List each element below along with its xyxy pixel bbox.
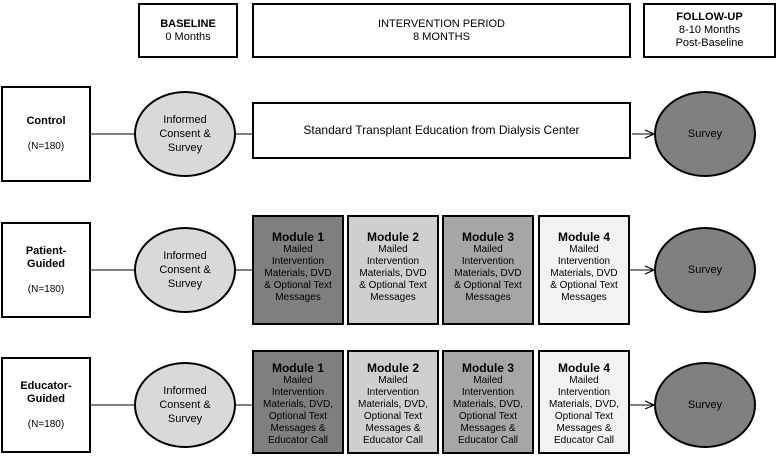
patient-survey-circle bbox=[654, 227, 756, 313]
module-line: Mailed bbox=[569, 244, 599, 255]
module-line: Materials, DVD bbox=[264, 268, 332, 279]
module-line: & Optional Text bbox=[550, 280, 618, 291]
module-line: Intervention bbox=[271, 387, 325, 398]
control-survey-circle bbox=[654, 91, 756, 177]
arm-educator-name: Educator- bbox=[20, 379, 72, 392]
arm-control-name: Control bbox=[26, 115, 66, 127]
patient-consent-circle bbox=[134, 227, 236, 313]
module-line: Messages & bbox=[460, 423, 516, 434]
module-line: & Optional Text bbox=[264, 280, 332, 291]
patient-module-3 bbox=[442, 215, 534, 325]
arm-control-n: (N=180) bbox=[27, 141, 65, 152]
control-intervention-text: Standard Transplant Education from Dialysis Center bbox=[303, 123, 580, 137]
module-line: Mailed bbox=[473, 244, 503, 255]
educator-consent-circle bbox=[134, 362, 236, 448]
header-followup-sub1: 8-10 Months bbox=[678, 24, 741, 36]
module-line: Educator Call bbox=[267, 435, 329, 446]
module-line: Materials, DVD, bbox=[357, 399, 428, 410]
module-line: & Optional Text bbox=[359, 280, 427, 291]
module-line: Optional Text bbox=[458, 411, 518, 422]
module-line: Materials, DVD bbox=[550, 268, 618, 279]
module-line: Materials, DVD, bbox=[452, 399, 523, 410]
module-line: Intervention bbox=[461, 387, 515, 398]
module-line: Mailed bbox=[569, 375, 599, 386]
header-followup bbox=[643, 3, 776, 58]
consent-line3: Survey bbox=[167, 278, 203, 290]
consent-line2: Consent & bbox=[159, 399, 211, 411]
control-intervention-box bbox=[252, 102, 631, 159]
educator-module-3 bbox=[442, 350, 534, 454]
module-line: Educator Call bbox=[553, 435, 615, 446]
module-line: Intervention bbox=[366, 387, 420, 398]
module-line: Messages bbox=[561, 292, 607, 303]
module-title: Module 3 bbox=[461, 230, 514, 244]
header-intervention bbox=[252, 3, 631, 58]
consent-line2: Consent & bbox=[159, 264, 211, 276]
module-line: Mailed bbox=[283, 375, 313, 386]
module-line: Mailed bbox=[473, 375, 503, 386]
arm-educator-guided bbox=[1, 357, 91, 453]
educator-module-2 bbox=[347, 350, 439, 454]
consent-line2: Consent & bbox=[159, 128, 211, 140]
survey-label: Survey bbox=[687, 264, 723, 276]
header-followup-sub2: Post-Baseline bbox=[675, 37, 744, 49]
consent-line1: Informed bbox=[163, 385, 207, 397]
module-line: Optional Text bbox=[268, 411, 328, 422]
arm-control bbox=[1, 86, 91, 182]
arm-patient-guided bbox=[1, 222, 91, 318]
header-baseline-sub: 0 Months bbox=[165, 30, 211, 43]
module-line: Materials, DVD bbox=[359, 268, 427, 279]
module-title: Module 2 bbox=[366, 361, 419, 375]
educator-module-1 bbox=[252, 350, 344, 454]
header-intervention-title: INTERVENTION PERIOD bbox=[378, 17, 505, 30]
module-line: Messages & bbox=[556, 423, 612, 434]
module-title: Module 3 bbox=[461, 361, 514, 375]
consent-line1: Informed bbox=[163, 114, 207, 126]
module-title: Module 4 bbox=[557, 361, 610, 375]
control-consent-circle bbox=[134, 91, 236, 177]
arm-patient-name2: Guided bbox=[27, 257, 65, 270]
module-line: Educator Call bbox=[362, 435, 424, 446]
header-baseline-title: BASELINE bbox=[160, 17, 216, 30]
module-line: Messages & bbox=[365, 423, 421, 434]
module-line: Intervention bbox=[557, 256, 611, 267]
module-line: Intervention bbox=[461, 256, 515, 267]
module-title: Module 4 bbox=[557, 230, 610, 244]
patient-module-2 bbox=[347, 215, 439, 325]
consent-line3: Survey bbox=[167, 142, 203, 154]
patient-module-1 bbox=[252, 215, 344, 325]
survey-label: Survey bbox=[687, 128, 723, 140]
module-line: Intervention bbox=[366, 256, 420, 267]
module-line: Educator Call bbox=[457, 435, 519, 446]
module-line: Materials, DVD, bbox=[548, 399, 619, 410]
module-line: Messages bbox=[370, 292, 416, 303]
module-line: Optional Text bbox=[363, 411, 423, 422]
arm-patient-name: Patient- bbox=[25, 244, 67, 257]
header-followup-title: FOLLOW-UP bbox=[676, 11, 743, 23]
module-line: Materials, DVD bbox=[454, 268, 522, 279]
arm-patient-n: (N=180) bbox=[27, 283, 65, 295]
module-line: & Optional Text bbox=[454, 280, 522, 291]
arm-educator-n: (N=180) bbox=[27, 418, 65, 430]
consent-line1: Informed bbox=[163, 250, 207, 262]
module-line: Mailed bbox=[283, 244, 313, 255]
module-line: Mailed bbox=[378, 244, 408, 255]
module-line: Mailed bbox=[378, 375, 408, 386]
module-line: Messages & bbox=[270, 423, 326, 434]
module-title: Module 2 bbox=[366, 230, 419, 244]
module-title: Module 1 bbox=[271, 230, 324, 244]
header-baseline bbox=[138, 3, 238, 58]
header-intervention-sub: 8 MONTHS bbox=[413, 30, 470, 43]
module-line: Optional Text bbox=[554, 411, 614, 422]
survey-label: Survey bbox=[687, 399, 723, 411]
module-line: Materials, DVD, bbox=[262, 399, 333, 410]
module-line: Messages bbox=[465, 292, 511, 303]
arm-educator-name2: Guided bbox=[27, 392, 65, 405]
patient-module-4 bbox=[538, 215, 630, 325]
module-title: Module 1 bbox=[271, 361, 324, 375]
educator-survey-circle bbox=[654, 362, 756, 448]
module-line: Intervention bbox=[557, 387, 611, 398]
module-line: Messages bbox=[275, 292, 321, 303]
consent-line3: Survey bbox=[167, 413, 203, 425]
module-line: Intervention bbox=[271, 256, 325, 267]
educator-module-4 bbox=[538, 350, 630, 454]
